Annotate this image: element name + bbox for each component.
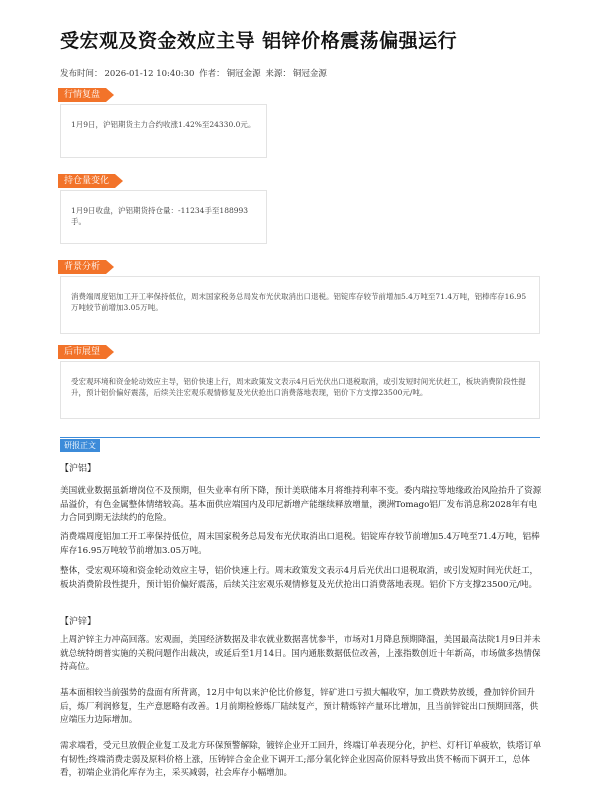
background-text: 消费端周度铝加工开工率保持低位，周末国家税务总局发布光伏取消出口退税。铝锭库存较节前增加5.4万吨至71.4万吨，铝棒库存16.95万吨较节前增加3.05万吨。 bbox=[71, 292, 527, 312]
section-tag-review: 行情复盘 bbox=[58, 88, 106, 102]
zinc-paragraph-3: 需求端看，受元旦放假企业复工及北方环保预警解除，镀锌企业开工回升，终端订单表现分化，护栏、灯杆订单疲软，铁塔订单有韧性;终端消费走弱及原料价格上涨，压铸锌合金企业下调开工;部分氧化锌企业因高价原料导致出货不畅而下调开工，总体看，初端企业消化库存为主，采买减弱，社会库存小幅增加。 bbox=[60, 741, 542, 778]
section-tag-position: 持仓量变化 bbox=[58, 174, 115, 188]
body-divider bbox=[60, 437, 540, 438]
review-box bbox=[60, 104, 267, 158]
zinc-heading: 【沪锌】 bbox=[60, 617, 97, 627]
review-text: 1月9日，沪铝期货主力合约收涨1.42%至24330.0元。 bbox=[71, 120, 256, 129]
article-meta bbox=[60, 67, 329, 79]
outlook-text: 受宏观环境和资金轮动效应主导，铝价快速上行，周末政策发文表示4月后光伏出口退税取消，或引发短时间光伏赶工，板块消费阶段性提升，预计铝价偏好震荡，后续关注宏观乐观情修复及光伏抢出口消费落地表现，铝价下方支撑23500元/吨。 bbox=[71, 377, 526, 397]
outlook-box bbox=[60, 361, 540, 419]
page-title: 受宏观及资金效应主导 铝锌价格震荡偏强运行 bbox=[60, 30, 458, 52]
background-box bbox=[60, 276, 540, 334]
zinc-paragraph-2: 基本面相较当前强势的盘面有所背离，12月中旬以来沪伦比价修复，锌矿进口亏损大幅收窄，加工费跌势放缓，叠加锌价回升后，炼厂利润修复，生产意愿略有改善。1月前期检修炼厂陆续复产，预计精炼锌产量环比增加，且当前锌锭出口预期回落，供应端压力边际增加。 bbox=[60, 688, 539, 725]
author-label: 作者： bbox=[199, 69, 225, 79]
aluminum-paragraph-2: 消费端周度铝加工开工率保持低位，周末国家税务总局发布光伏取消出口退税。铝锭库存较节前增加5.4万吨至71.4万吨，铝棒库存16.95万吨较节前增加3.05万吨。 bbox=[60, 532, 540, 556]
aluminum-paragraph-3: 整体，受宏观环境和资金轮动效应主导，铝价快速上行。周末政策发文表示4月后光伏出口退税取消，或引发短时间光伏赶工，板块消费阶段性提升，预计铝价偏好震荡，后续关注宏观乐观情修复及光伏抢出口消费落地表现。铝价下方支撑23500元/吨。 bbox=[60, 566, 539, 590]
section-tag-background: 背景分析 bbox=[58, 260, 106, 274]
source-label: 来源： bbox=[265, 69, 291, 79]
position-box bbox=[60, 190, 267, 244]
section-tag-outlook: 后市展望 bbox=[58, 345, 106, 359]
author: 铜冠金源 bbox=[226, 69, 261, 79]
publish-label: 发布时间： bbox=[60, 69, 103, 79]
aluminum-heading: 【沪铝】 bbox=[60, 464, 97, 474]
zinc-paragraph-1: 上周沪锌主力冲高回落。宏观面，美国经济数据及非农就业数据喜忧参半，市场对1月降息预期降温，美国最高法院1月9日并未就总统特朗普实施的关税问题作出裁决，或延后至1月14日。国内通胀数据低位改善，上涨指数创近十年新高，市场做多热情保持高位。 bbox=[60, 635, 541, 672]
publish-time: 2026-01-12 10:40:30 bbox=[104, 69, 195, 79]
aluminum-paragraph-1: 美国就业数据虽新增岗位不及预期，但失业率有所下降，预计美联储本月将维持利率不变。委内瑞拉等地缘政治风险抬升了资源品溢价，有色金属整体情绪较高。基本面供应端国内及印尼新增产能继续释放增量，澳洲Tomago铝厂发布消息称2028年有电力合同到期无法续约的危险。 bbox=[60, 486, 542, 523]
body-tag: 研报正文 bbox=[60, 439, 100, 452]
source: 铜冠金源 bbox=[292, 69, 327, 79]
position-text: 1月9日收盘，沪铝期货持仓量：-11234手至188993手。 bbox=[71, 206, 249, 226]
